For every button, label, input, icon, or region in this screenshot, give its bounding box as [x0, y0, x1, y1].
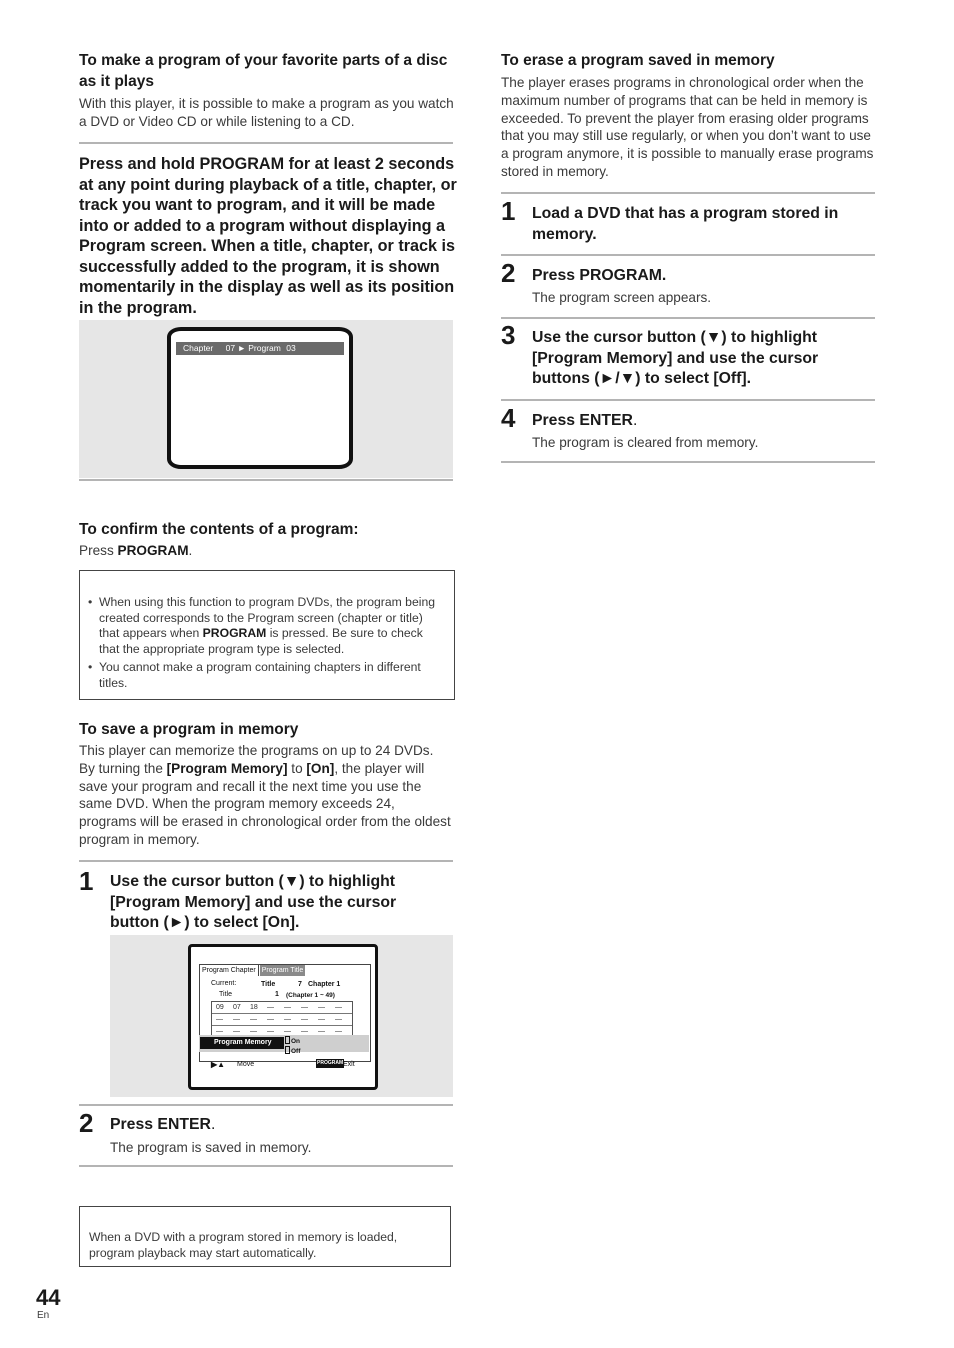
- step-number: 3: [501, 320, 516, 350]
- program-tabs: [199, 964, 305, 976]
- step-number: 1: [501, 196, 516, 226]
- intro-body: With this player, it is possible to make a program as you watch a DVD or Video CD or while listening to a CD.: [79, 96, 454, 129]
- grid-cell: —: [284, 1004, 291, 1011]
- memory-note-text: When a DVD with a program stored in memory is loaded, program playback may start automatically.: [89, 1230, 398, 1260]
- osd-chapter-value: 07: [225, 343, 236, 353]
- option-on[interactable]: On: [285, 1036, 300, 1046]
- erase-step3: Use the cursor button (▼) to highlight [Program Memory] and use the cursor buttons (►/▼) to select [Off].: [532, 329, 819, 387]
- grid-cell: —: [284, 1016, 291, 1023]
- grid-cell: —: [267, 1004, 274, 1011]
- page-number: 44: [36, 1285, 61, 1310]
- divider: [501, 317, 875, 319]
- divider: [501, 254, 875, 256]
- grid-cell: —: [318, 1016, 325, 1023]
- memory-note-box: [79, 1206, 451, 1267]
- grid-cell: —: [335, 1028, 342, 1035]
- title-value: 7: [298, 981, 302, 988]
- note-item: • You cannot make a program containing chapters in different titles.: [88, 660, 444, 691]
- title-label: Title: [261, 981, 276, 988]
- step-number: 4: [501, 403, 516, 433]
- exit-label: Exit: [343, 1061, 355, 1068]
- program-menu-screen: [188, 944, 378, 1090]
- option-off[interactable]: Off: [285, 1046, 300, 1056]
- osd-program-label: Program: [248, 343, 281, 353]
- tab-program-title[interactable]: Program Title: [261, 967, 304, 974]
- language-code: En: [37, 1310, 50, 1321]
- grid-row: [212, 1014, 352, 1026]
- tab-program-chapter[interactable]: Program Chapter: [199, 964, 259, 976]
- chapter-program-osd: [176, 342, 344, 355]
- grid-cell: —: [233, 1016, 240, 1023]
- divider: [79, 479, 453, 481]
- grid-cell: —: [318, 1004, 325, 1011]
- divider: [79, 142, 453, 144]
- press-hold-instruction: Press and hold PROGRAM for at least 2 seconds at any point during playback of a title, chapter, or track you want to program, and it will be made into or added to a program without displaying a Program screen. When a title, chapter, or track is successfully added to the program, it is shown momentarily in the display as well as its position in the program.: [79, 155, 457, 317]
- program-grid: [211, 1001, 353, 1039]
- divider: [501, 461, 875, 463]
- erase-step4: Press ENTER.: [532, 412, 638, 429]
- erase-heading: To erase a program saved in memory: [501, 52, 775, 69]
- step-number: 1: [79, 866, 94, 896]
- grid-cell: —: [284, 1028, 291, 1035]
- grid-row: [212, 1002, 352, 1014]
- grid-cell: —: [301, 1016, 308, 1023]
- grid-cell: —: [267, 1028, 274, 1035]
- divider: [79, 1165, 453, 1167]
- move-label: Move: [237, 1061, 255, 1068]
- screen-illustration-panel: [79, 320, 453, 478]
- step2-result: The program is saved in memory.: [110, 1140, 312, 1155]
- move-cursor-icon: ▶▲: [211, 1060, 226, 1069]
- grid-cell: —: [250, 1028, 257, 1035]
- program-button-icon: PROGRAM: [317, 1060, 344, 1066]
- osd-program-value: 03: [286, 343, 296, 353]
- erase-step2-result: The program screen appears.: [532, 290, 712, 305]
- intro-heading: To make a program of your favorite parts of a disc as it plays: [79, 52, 448, 90]
- confirm-heading: To confirm the contents of a program:: [79, 521, 359, 538]
- step-number: 2: [79, 1108, 94, 1138]
- range-number: 1: [275, 991, 279, 998]
- grid-cell: 07: [233, 1004, 241, 1011]
- grid-cell: —: [267, 1016, 274, 1023]
- erase-step2: Press PROGRAM.: [532, 267, 667, 284]
- erase-body: The player erases programs in chronological order when the maximum number of programs that can be held in memory is exceeded. To prevent the player from erasing older programs that you may still use regularly, or when you don’t want to use a program anymore, it is possible to manually erase programs stored in memory.: [501, 75, 874, 179]
- current-label: Current:: [211, 980, 237, 987]
- grid-cell: —: [301, 1028, 308, 1035]
- grid-cell: —: [216, 1016, 223, 1023]
- grid-cell: —: [301, 1004, 308, 1011]
- divider: [501, 192, 875, 194]
- note-list: [88, 595, 444, 692]
- grid-cell: —: [216, 1028, 223, 1035]
- erase-step1: Load a DVD that has a program stored in memory.: [532, 205, 839, 243]
- title-sub-label: Title: [219, 991, 232, 998]
- confirm-instruction: Press PROGRAM.: [79, 543, 193, 558]
- divider: [79, 1104, 453, 1106]
- grid-rows: [212, 1002, 352, 1038]
- tv-screen: [167, 327, 353, 469]
- step2-instruction: Press ENTER.: [110, 1116, 216, 1133]
- memory-choices: [285, 1036, 300, 1056]
- program-screen-panel: [110, 935, 453, 1097]
- grid-cell: —: [335, 1016, 342, 1023]
- chapter-range: (Chapter 1 ~ 49): [286, 992, 335, 999]
- grid-cell: —: [335, 1004, 342, 1011]
- save-body: This player can memorize the programs on up to 24 DVDs. By turning the [Program Memory] to [On], the player will save your program and recall it the next time you use the same DVD. When the program memory exceeds 24, programs will be erased in chronological order from the oldest program in memory.: [79, 743, 451, 847]
- grid-cell: —: [250, 1016, 257, 1023]
- grid-cell: 09: [216, 1004, 224, 1011]
- erase-step4-result: The program is cleared from memory.: [532, 435, 759, 450]
- grid-cell: —: [233, 1028, 240, 1035]
- grid-cell: 18: [250, 1004, 258, 1011]
- divider: [79, 860, 453, 862]
- osd-chapter-label: Chapter: [183, 343, 214, 353]
- step1-instruction: Use the cursor button (▼) to highlight [Program Memory] and use the cursor button (►) to select [On].: [110, 873, 397, 931]
- step-number: 2: [501, 258, 516, 288]
- note-item: • When using this function to program DVDs, the program being created corresponds to the Program screen (chapter or title) that appears when PROGRAM is pressed. Be sure to check that the appropriate program type is selected.: [88, 595, 444, 657]
- play-arrow-icon: ►: [237, 343, 246, 353]
- note-box: [79, 570, 455, 700]
- program-memory-option[interactable]: Program Memory: [200, 1037, 284, 1049]
- grid-cell: —: [318, 1028, 325, 1035]
- divider: [501, 399, 875, 401]
- save-heading: To save a program in memory: [79, 721, 299, 738]
- chapter-label: Chapter 1: [308, 981, 341, 988]
